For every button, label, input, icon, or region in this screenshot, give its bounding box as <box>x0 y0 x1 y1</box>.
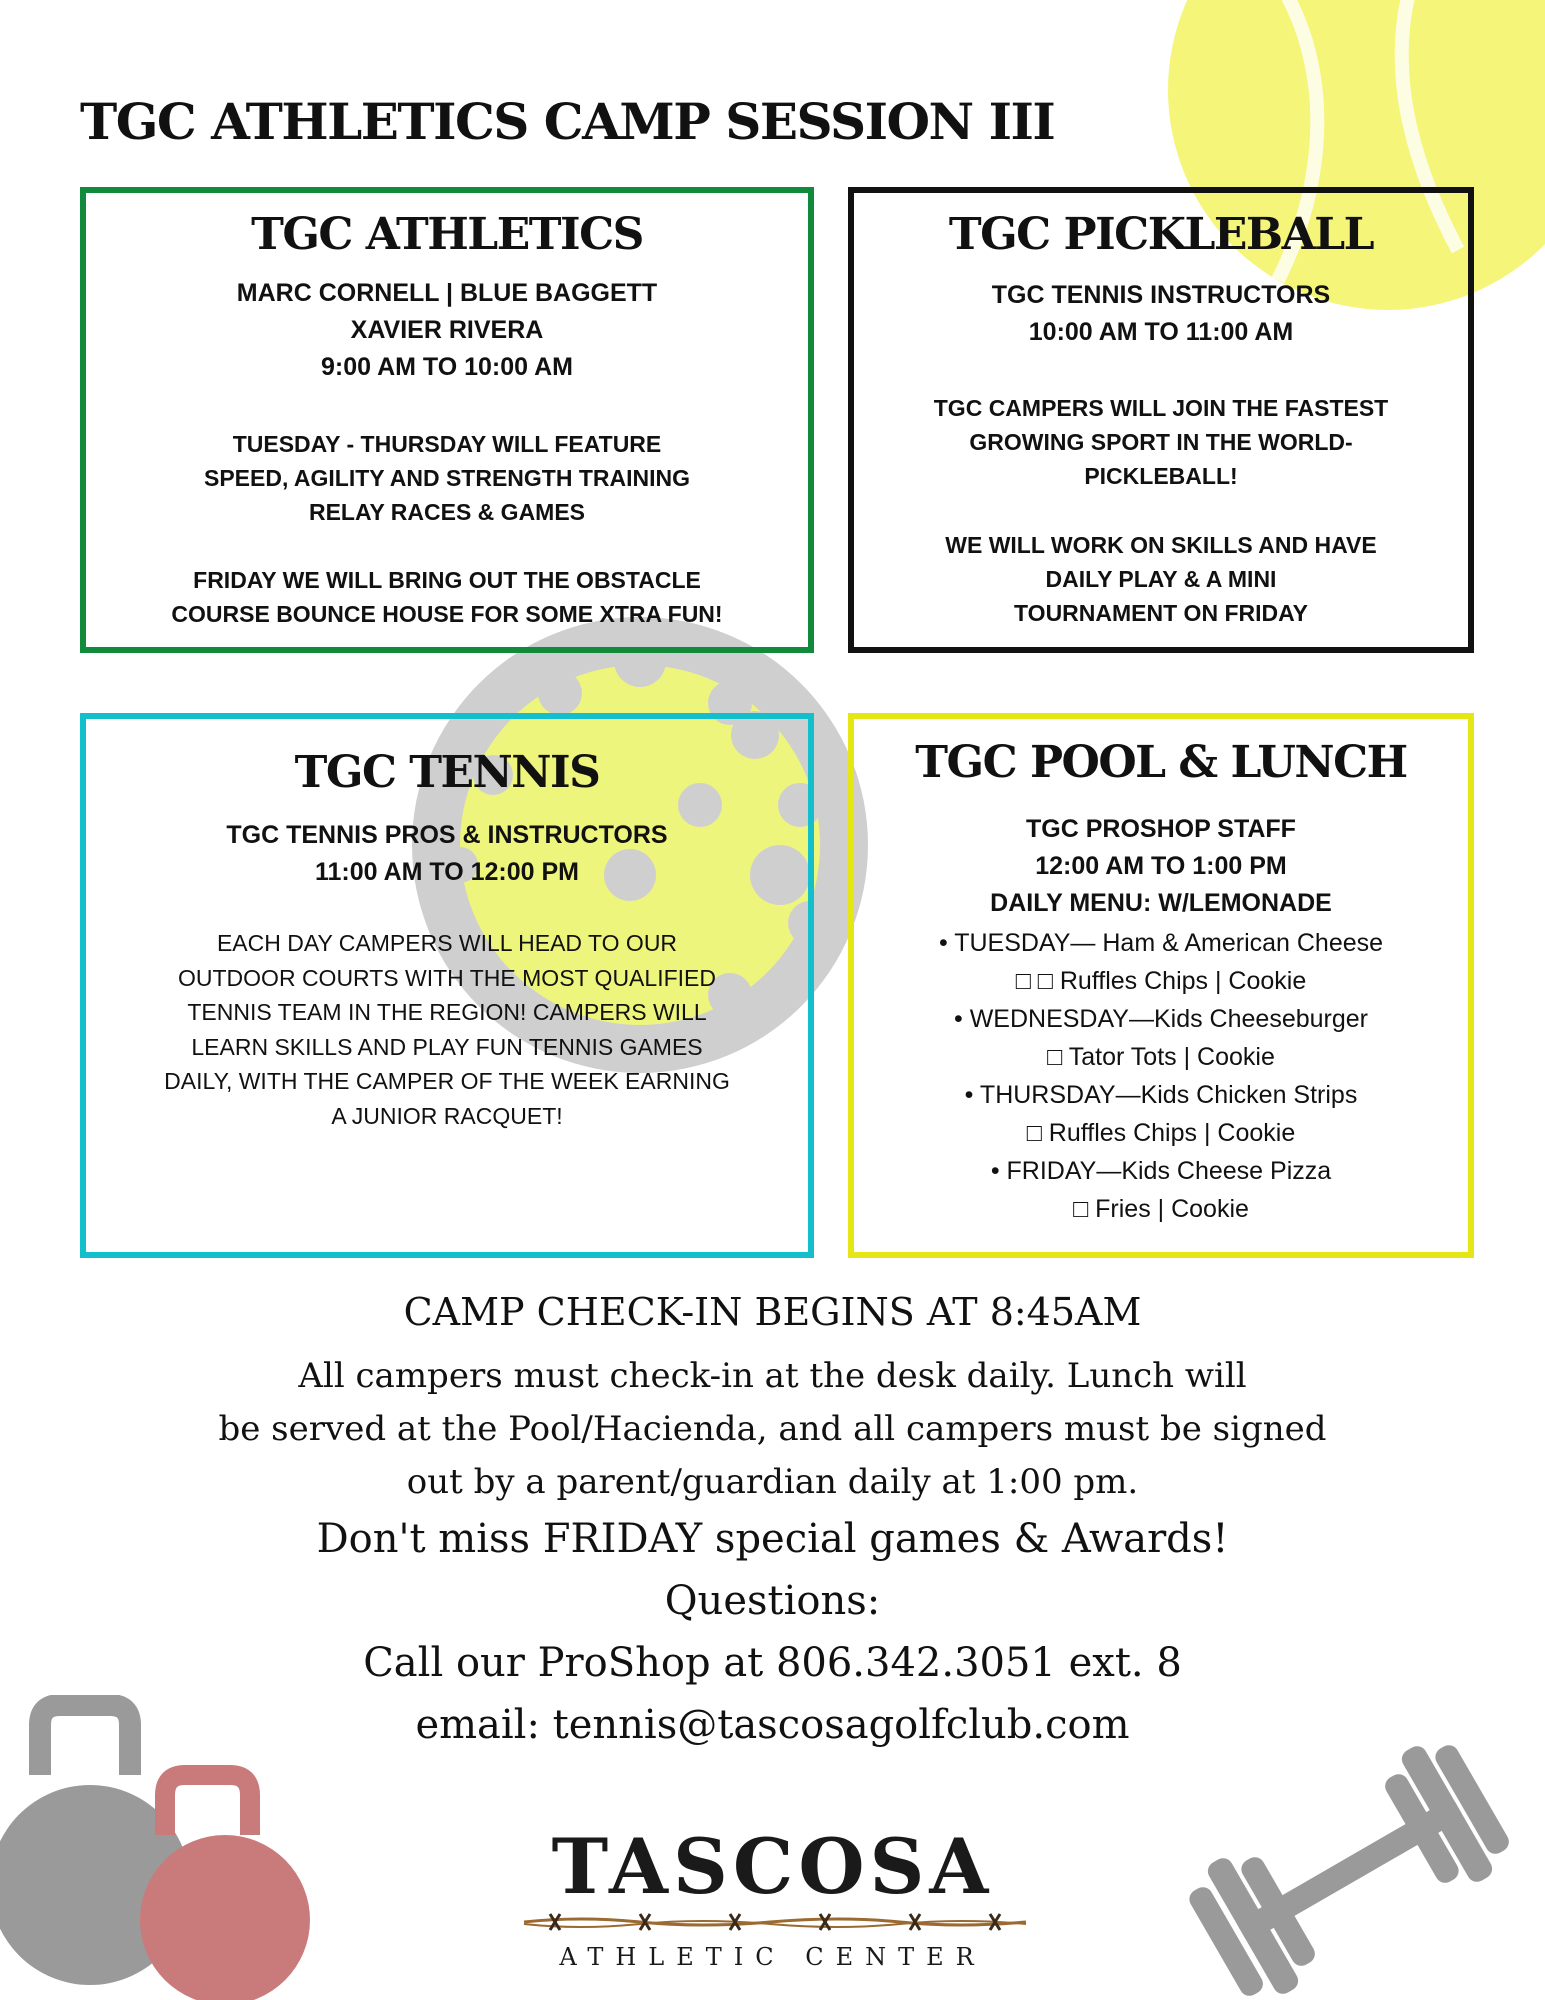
tennis-description-line: EACH DAY CAMPERS WILL HEAD TO OUR <box>216 930 678 956</box>
menu-item: □ Ruffles Chips | Cookie <box>1026 1119 1296 1147</box>
logo-name: TASCOSA <box>551 1822 994 1911</box>
tennis-description-line: A JUNIOR RACQUET! <box>331 1102 563 1129</box>
highlight-info <box>0 1508 1545 1756</box>
menu-item: □ Tator Tots | Cookie <box>1047 1043 1275 1071</box>
pool-time: 12:00 AM TO 1:00 PM <box>1035 852 1287 880</box>
camp-info-line: All campers must check-in at the desk daily. Lunch will <box>298 1356 1247 1396</box>
athletics-time: 9:00 AM TO 10:00 AM <box>321 353 573 381</box>
athletics-friday-line: FRIDAY WE WILL BRING OUT THE OBSTACLE <box>193 567 701 593</box>
questions-label: Questions: <box>664 1578 881 1624</box>
pickleball-card <box>848 187 1474 653</box>
menu-item: • WEDNESDAY—Kids Cheeseburger <box>954 1005 1368 1033</box>
menu-item: • TUESDAY— Ham & American Cheese <box>938 929 1384 957</box>
camp-info-line: be served at the Pool/Hacienda, and all campers must be signed <box>218 1409 1327 1449</box>
phone-line: Call our ProShop at 806.342.3051 ext. 8 <box>363 1640 1182 1686</box>
pickleball-description-line: TGC CAMPERS WILL JOIN THE FASTEST <box>933 395 1389 421</box>
pool-staff-line: TGC PROSHOP STAFF <box>1026 815 1296 843</box>
tennis-card <box>80 713 814 1258</box>
friday-highlight: Don't miss FRIDAY special games & Awards! <box>316 1516 1229 1562</box>
camp-info-line: out by a parent/guardian daily at 1:00 pm. <box>406 1462 1139 1502</box>
athletics-description-line: TUESDAY - THURSDAY WILL FEATURE <box>232 431 662 457</box>
email-line: email: tennis@tascosagolfclub.com <box>415 1702 1130 1748</box>
logo-subtitle: ATHLETIC CENTER <box>559 1943 986 1971</box>
pool-menu-heading: DAILY MENU: W/LEMONADE <box>990 889 1332 917</box>
pool-lunch-card <box>848 713 1474 1258</box>
athletics-heading: TGC ATHLETICS <box>251 209 643 260</box>
pickleball-time: 10:00 AM TO 11:00 AM <box>1028 318 1294 346</box>
tennis-heading: TGC TENNIS <box>294 747 600 798</box>
menu-item: • FRIDAY—Kids Cheese Pizza <box>990 1157 1332 1185</box>
menu-item: □ Fries | Cookie <box>1073 1195 1249 1223</box>
pickleball-staff-line: TGC TENNIS INSTRUCTORS <box>991 281 1331 309</box>
checkin-heading: CAMP CHECK-IN BEGINS AT 8:45AM <box>403 1290 1142 1334</box>
tennis-description-line: LEARN SKILLS AND PLAY FUN TENNIS GAMES <box>191 1033 703 1060</box>
athletics-description-line: RELAY RACES & GAMES <box>308 499 586 525</box>
athletics-card <box>80 187 814 653</box>
tennis-description-line: OUTDOOR COURTS WITH THE MOST QUALIFIED <box>178 964 716 991</box>
pickleball-description-line: GROWING SPORT IN THE WORLD- <box>969 429 1353 455</box>
pickleball-skills-line: WE WILL WORK ON SKILLS AND HAVE <box>945 532 1377 558</box>
page-title: TGC ATHLETICS CAMP SESSION III <box>80 92 1055 151</box>
barbwire-icon <box>520 1908 1030 1936</box>
camp-info <box>0 1350 1545 1509</box>
tennis-description-line: DAILY, WITH THE CAMPER OF THE WEEK EARNING <box>164 1068 730 1094</box>
athletics-description-line: SPEED, AGILITY AND STRENGTH TRAINING <box>203 465 690 491</box>
pickleball-heading: TGC PICKLEBALL <box>948 209 1374 260</box>
athletics-friday-line: COURSE BOUNCE HOUSE FOR SOME XTRA FUN! <box>171 601 723 627</box>
tennis-time: 11:00 AM TO 12:00 PM <box>314 858 579 886</box>
pickleball-skills-line: DAILY PLAY & A MINI <box>1045 566 1277 592</box>
athletics-staff-line: MARC CORNELL | BLUE BAGGETT <box>236 279 658 307</box>
tennis-description-line: TENNIS TEAM IN THE REGION! CAMPERS WILL <box>187 999 707 1025</box>
athletics-staff-line: XAVIER RIVERA <box>350 316 544 344</box>
tennis-staff-line: TGC TENNIS PROS & INSTRUCTORS <box>226 821 668 849</box>
menu-item: • THURSDAY—Kids Chicken Strips <box>964 1081 1358 1109</box>
pool-heading: TGC POOL & LUNCH <box>915 737 1407 788</box>
menu-item: □ □ Ruffles Chips | Cookie <box>1015 967 1307 995</box>
pickleball-description-line: PICKLEBALL! <box>1084 463 1238 489</box>
pickleball-skills-line: TOURNAMENT ON FRIDAY <box>1014 600 1308 626</box>
